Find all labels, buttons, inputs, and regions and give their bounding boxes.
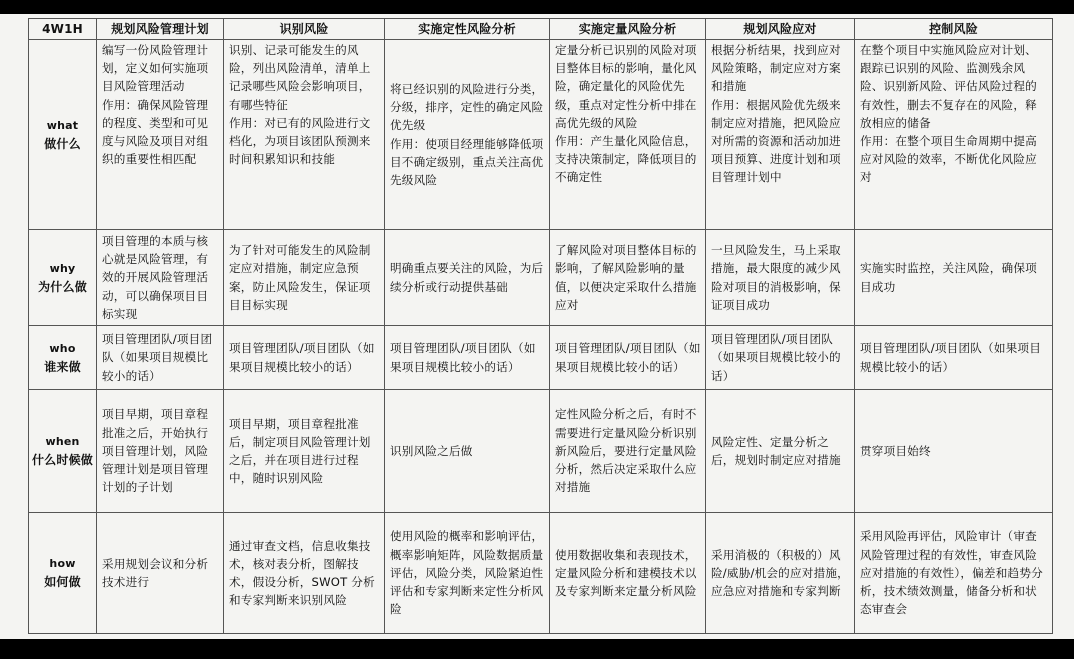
table-cell: 项目管理团队/项目团队（如果项目规模比较小的话）: [224, 326, 385, 390]
header-cell-qualitative: 实施定性风险分析: [385, 19, 550, 40]
table-row-who: [29, 326, 1053, 390]
table-cell: 采用风险再评估，风险审计（审查风险管理过程的有效性，审查风险应对措施的有效性），偏差和趋势分析，技术绩效测量，储备分析和状态审查会: [855, 513, 1053, 634]
table-cell: 项目管理团队/项目团队（如果项目规模比较小的话）: [855, 326, 1053, 390]
row-key-zh: 什么时候做: [31, 453, 93, 467]
header-cell-control-risk: 控制风险: [855, 19, 1053, 40]
row-header-what: [29, 40, 97, 230]
table-cell: 项目管理团队/项目团队（如果项目规模比较小的话）: [706, 326, 855, 390]
table-cell: 了解风险对项目整体目标的影响，了解风险影响的量值，以便决定采取什么措施应对: [550, 230, 706, 326]
table-cell: 识别风险之后做: [385, 390, 550, 513]
table-cell: 项目早期，项目章程批准后，制定项目风险管理计划之后，并在项目进行过程中，随时识别风险: [224, 390, 385, 513]
table-row-what: [29, 40, 1053, 230]
table-cell: 实施实时监控，关注风险，确保项目成功: [855, 230, 1053, 326]
table-cell: 在整个项目中实施风险应对计划、跟踪已识别的风险、监测残余风险、识别新风险、评估风险过程的有效性，删去不复存在的风险，释放相应的储备 作用：在整个项目生命周期中提高应对风险的效率，不断优化风险应对: [855, 40, 1053, 230]
table-cell: 项目管理的本质与核心就是风险管理，有效的开展风险管理活动，可以确保项目目标实现: [97, 230, 224, 326]
table-cell: 项目早期，项目章程批准之后，开始执行项目管理计划，风险管理计划是项目管理计划的子计划: [97, 390, 224, 513]
table-cell: 识别、记录可能发生的风险，列出风险清单，清单上记录哪些风险会影响项目，有哪些特征 作用：对已有的风险进行文档化，为项目该团队预测来时间积累知识和技能: [224, 40, 385, 230]
row-key-en: how: [49, 557, 76, 570]
table-cell: 根据分析结果，找到应对风险策略，制定应对方案和措施 作用：根据风险优先级来制定应对措施，把风险应对所需的资源和活动加进项目预算、进度计划和项目管理计划中: [706, 40, 855, 230]
table-cell: 采用规划会议和分析技术进行: [97, 513, 224, 634]
table-cell: 使用风险的概率和影响评估，概率影响矩阵，风险数据质量评估，风险分类，风险紧迫性评估和专家判断来定性分析风险: [385, 513, 550, 634]
table-cell: 项目管理团队/项目团队（如果项目规模比较小的话）: [97, 326, 224, 390]
row-header-how: [29, 513, 97, 634]
row-key-zh: 如何做: [44, 575, 81, 589]
row-header-why: [29, 230, 97, 326]
table-cell: 风险定性、定量分析之后，规划时制定应对措施: [706, 390, 855, 513]
table-cell: 编写一份风险管理计划，定义如何实施项目风险管理活动 作用：确保风险管理的程度、类型和可见度与风险及项目对组织的重要性相匹配: [97, 40, 224, 230]
header-cell-4w1h: 4W1H: [29, 19, 97, 40]
table-cell: 项目管理团队/项目团队（如果项目规模比较小的话）: [550, 326, 706, 390]
document-sheet: [0, 14, 1074, 639]
row-key-zh: 做什么: [44, 136, 81, 151]
row-key-zh: 谁来做: [44, 359, 81, 374]
row-header-when: [29, 390, 97, 513]
table-row-why: [29, 230, 1053, 326]
table-cell: 明确重点要关注的风险，为后续分析或行动提供基础: [385, 230, 550, 326]
table-cell: 为了针对可能发生的风险制定应对措施，制定应急预案，防止风险发生，保证项目目标实现: [224, 230, 385, 326]
row-key-en: when: [45, 435, 80, 448]
table-cell: 使用数据收集和表现技术，定量风险分析和建模技术以及专家判断来定量分析风险: [550, 513, 706, 634]
row-header-who: [29, 326, 97, 390]
table-row-when: [29, 390, 1053, 513]
row-key-en: why: [49, 261, 76, 275]
header-cell-plan-risk: 规划风险管理计划: [97, 19, 224, 40]
row-key-zh: 为什么做: [38, 279, 87, 294]
table-cell: 一旦风险发生，马上采取措施，最大限度的减少风险对项目的消极影响，保证项目成功: [706, 230, 855, 326]
header-cell-identify-risk: 识别风险: [224, 19, 385, 40]
4w1h-table: [28, 18, 1053, 634]
row-key-en: what: [46, 118, 79, 132]
table-cell: 定量分析已识别的风险对项目整体目标的影响，量化风险，确定量化的风险优先级，重点对定性分析中排在高优先级的风险 作用：产生量化风险信息，支持决策制定，降低项目的不确定性: [550, 40, 706, 230]
table-cell: 通过审查文档，信息收集技术，核对表分析，图解技术，假设分析，SWOT 分析和专家判断来识别风险: [224, 513, 385, 634]
header-row: [29, 19, 1053, 40]
table-cell: 定性风险分析之后，有时不需要进行定量风险分析识别新风险后，要进行定量风险分析，然后决定采取什么应对措施: [550, 390, 706, 513]
table-cell: 贯穿项目始终: [855, 390, 1053, 513]
table-cell: 将已经识别的风险进行分类，分级，排序，定性的确定风险优先级 作用：使项目经理能够降低项目不确定级别，重点关注高优先级风险: [385, 40, 550, 230]
table-cell: 采用消极的（积极的）风险/威胁/机会的应对措施，应急应对措施和专家判断: [706, 513, 855, 634]
header-cell-plan-response: 规划风险应对: [706, 19, 855, 40]
table-row-how: [29, 513, 1053, 634]
header-cell-quantitative: 实施定量风险分析: [550, 19, 706, 40]
table-cell: 项目管理团队/项目团队（如果项目规模比较小的话）: [385, 326, 550, 390]
row-key-en: who: [49, 341, 76, 355]
